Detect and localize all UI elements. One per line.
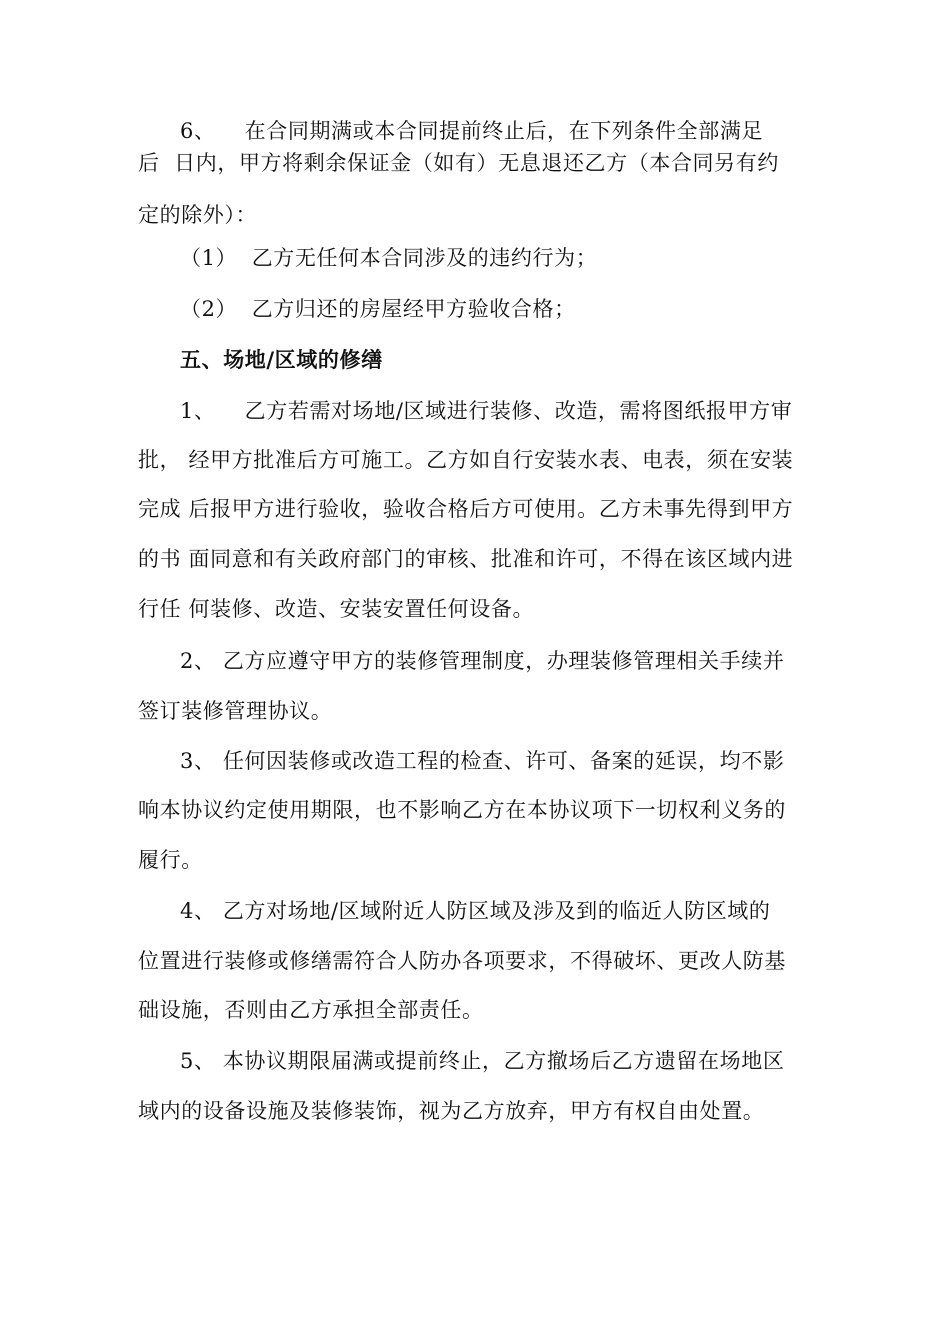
clause-2-line-2: 签订装修管理协议。 — [138, 699, 333, 723]
clause-1-line-1: 1、 乙方若需对场地/区域进行装修、改造，需将图纸报甲方审 — [180, 399, 793, 423]
clause-3-line-1: 3、 任何因装修或改造工程的检查、许可、备案的延误，均不影 — [180, 749, 785, 773]
clause-6-line-1: 6、 在合同期满或本合同提前终止后，在下列条件全部满足 — [180, 119, 764, 143]
condition-2: （2） 乙方归还的房屋经甲方验收合格； — [180, 297, 576, 321]
clause-1-line-3: 完成 后报甲方进行验收，验收合格后方可使用。乙方未事先得到甲方 — [138, 497, 794, 521]
clause-4-line-3: 础设施，否则由乙方承担全部责任。 — [138, 998, 484, 1022]
clause-6-line-3: 定的除外）： — [138, 203, 258, 227]
clause-5-line-1: 5、 本协议期限届满或提前终止，乙方撤场后乙方遗留在场地区 — [180, 1049, 785, 1073]
clause-4-line-1: 4、 乙方对场地/区域附近人防区域及涉及到的临近人防区域的 — [180, 899, 771, 923]
clause-3-line-3: 履行。 — [138, 848, 203, 872]
clause-5-line-2: 域内的设备设施及装修装饰，视为乙方放弃，甲方有权自由处置。 — [138, 1099, 765, 1123]
clause-1-line-4: 的书 面同意和有关政府部门的审核、批准和许可，不得在该区域内进 — [138, 547, 794, 571]
clause-1-line-2: 批， 经甲方批准后方可施工。乙方如自行安装水表、电表，须在安装 — [138, 448, 794, 472]
section-heading: 五、场地/区域的修缮 — [180, 347, 383, 372]
clause-1-line-5: 行任 何装修、改造、安装安置任何设备。 — [138, 597, 535, 621]
condition-1: （1） 乙方无任何本合同涉及的违约行为； — [180, 246, 598, 270]
clause-4-line-2: 位置进行装修或修缮需符合人防办各项要求，不得破坏、更改人防基 — [138, 949, 786, 973]
clause-6-line-2: 后 日内，甲方将剩余保证金（如有）无息退还乙方（本合同另有约 — [138, 151, 779, 175]
clause-3-line-2: 响本协议约定使用期限，也不影响乙方在本协议项下一切权利义务的 — [138, 798, 786, 822]
clause-2-line-1: 2、 乙方应遵守甲方的装修管理制度，办理装修管理相关手续并 — [180, 649, 785, 673]
